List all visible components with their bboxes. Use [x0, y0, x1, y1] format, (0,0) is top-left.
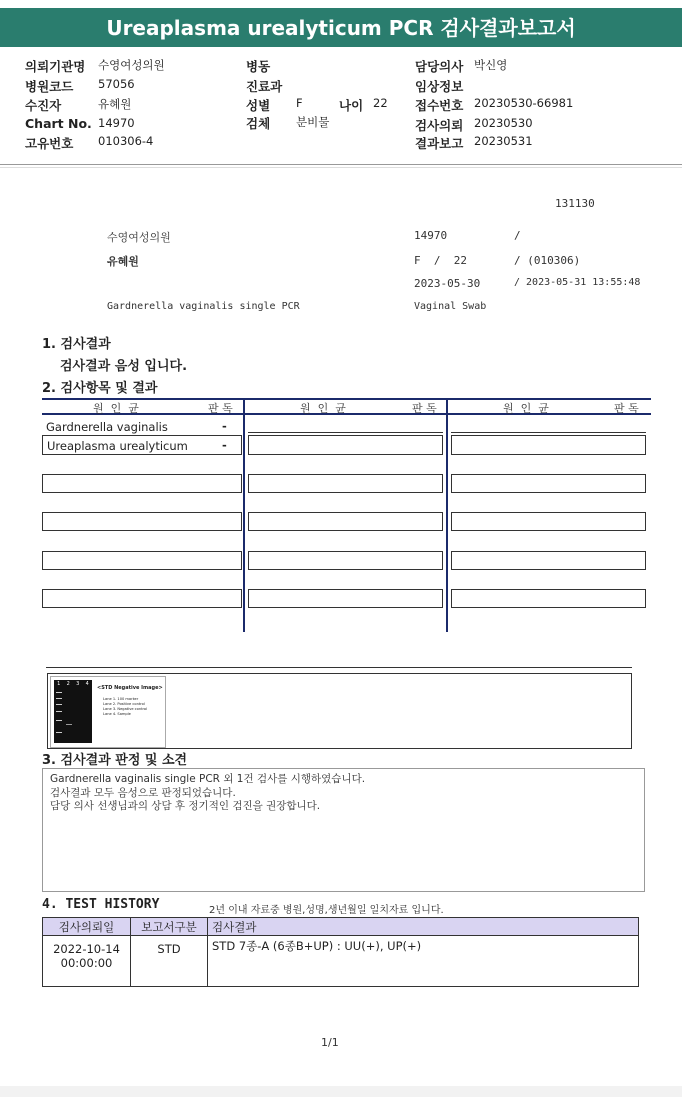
history-result: STD 7종-A (6종B+UP) : UU(+), UP(+) [208, 936, 639, 987]
section-3-heading: 3. 검사결과 판정 및 소견 [42, 753, 188, 768]
history-col-type: 보고서구분 [131, 918, 208, 936]
lane-label: 2 [66, 681, 70, 687]
col-pathogen: 원 인 균 [300, 402, 346, 415]
empty-cell [248, 589, 443, 608]
gel-title: <STD Negative Image> [97, 685, 163, 691]
empty-cell [42, 512, 242, 531]
clinic-name: 수영여성의원 [107, 231, 171, 244]
history-header-row [43, 918, 639, 936]
report-datetime: / 2023-05-31 13:55:48 [514, 277, 641, 288]
request-date: 2023-05-30 [414, 277, 481, 290]
specimen: Vaginal Swab [414, 301, 487, 312]
history-date: 2022-10-14 00:00:00 [43, 936, 131, 987]
empty-cell [451, 416, 646, 433]
opinion-box [42, 768, 645, 892]
col-pathogen: 원 인 균 [503, 402, 549, 415]
history-note: 2년 이내 자료중 병원,성명,생년월일 일치자료 입니다. [209, 905, 444, 916]
empty-cell [451, 435, 646, 455]
page-number: 1/1 [321, 1036, 339, 1049]
empty-cell [248, 435, 443, 455]
lane-label: 1 [57, 681, 61, 687]
lane-label: 4 [85, 681, 89, 687]
empty-cell [248, 512, 443, 531]
pathogen-result: - [222, 419, 227, 433]
empty-cell [451, 589, 646, 608]
empty-cell [248, 551, 443, 570]
gel-lanes [54, 680, 92, 743]
report-page: Ureaplasma urealyticum PCR 검사결과보고서 의뢰기관명 수영여성의원 병원코드 57056 수진자 유혜원 Chart No. 14970 고유번호 010306-4 병동 진료과 성별 F 검체 분비물 나이 22 담당의사 박신영 임상정보 접수번호 20230530-66981 검사의뢰 20230530 결과보고 20230531 131130 수영여성의원 14970 / 유혜원 F / 22 / (010306) 2023-05-30 / 2023-05-31 13:55:48 Gardnerella vaginalis single PCR Vaginal Swab 1. 검사결과 검사결과 음성 입니다. 2. 검사항목 및 결과 원 인 균 판 독 원 인 균 판 독 원 인 균 판 독 Gardnerella vaginalis - Ureaplasma urealyticum - 1 2 3 4 <STD Negative Image> Lane 1. 100 marker Lane 2. Positive control Lane 3. Negative control Lane 4. Sample 3. 검사결과 판정 및 소견 Gardnerella vaginalis single PCR 외 1건 검사를 시행하였습니다. 검사결과 모두 음성으로 판정되었습니다. 담당 의사 선생님과의 상담 후 정기적인 검진을 권장합니다. 4. TEST HISTORY 2년 이내 자료중 병원,성명,생년월일 일치자료 입니다. 검사의뢰일 보고서구분 검사결과 2022-10-14 00:00:00 STD STD 7종-A (6종B+UP) : UU(+), UP(+) 1/1 [0, 0, 682, 1086]
result-summary: 검사결과 음성 입니다. [60, 359, 188, 374]
col-judge: 판 독 [412, 402, 437, 415]
header-divider [0, 164, 682, 165]
empty-cell [42, 474, 242, 493]
history-col-result: 검사결과 [208, 918, 639, 936]
history-type: STD [131, 936, 208, 987]
patient-name: 유혜원 [107, 255, 139, 268]
grid-divider [243, 398, 245, 632]
gel-legend: Lane 1. 100 marker Lane 2. Positive control Lane 3. Negative control Lane 4. Sample [103, 697, 148, 716]
empty-cell [248, 474, 443, 493]
section-4-heading: 4. TEST HISTORY [42, 897, 160, 912]
history-col-date: 검사의뢰일 [43, 918, 131, 936]
header-divider-shadow [0, 167, 682, 168]
col-pathogen: 원 인 균 [93, 402, 139, 415]
history-table [42, 917, 639, 987]
gel-divider [46, 667, 632, 668]
grid-divider [446, 398, 448, 632]
lane-label: 3 [76, 681, 80, 687]
col-judge: 판 독 [208, 402, 233, 415]
section-2-heading: 2. 검사항목 및 결과 [42, 381, 158, 396]
empty-cell [451, 551, 646, 570]
empty-cell [42, 551, 242, 570]
sex-age: F / 22 [414, 254, 467, 267]
pathogen-result: - [222, 438, 227, 452]
col-judge: 판 독 [614, 402, 639, 415]
pathogen-name: Gardnerella vaginalis [46, 420, 168, 434]
chart-number: 14970 [414, 229, 448, 242]
empty-cell [42, 589, 242, 608]
gel-image [50, 676, 166, 748]
report-title: Ureaplasma urealyticum PCR 검사결과보고서 [0, 8, 682, 47]
opinion-text: Gardnerella vaginalis single PCR 외 1건 검사를 시행하였습니다. 검사결과 모두 음성으로 판정되었습니다. 담당 의사 선생님과의 상담 후 정기적인 검진을 권장합니다. [50, 773, 366, 812]
empty-cell [248, 416, 443, 433]
gel-image-frame [47, 673, 632, 749]
pathogen-name: Ureaplasma urealyticum [47, 439, 188, 453]
test-name: Gardnerella vaginalis single PCR [107, 301, 300, 312]
empty-cell [451, 512, 646, 531]
report-code: 131130 [555, 197, 595, 210]
history-row [43, 936, 639, 987]
separator: / [514, 229, 521, 242]
section-1-heading: 1. 검사결과 [42, 337, 111, 352]
patient-id: / (010306) [514, 254, 581, 267]
empty-cell [451, 474, 646, 493]
